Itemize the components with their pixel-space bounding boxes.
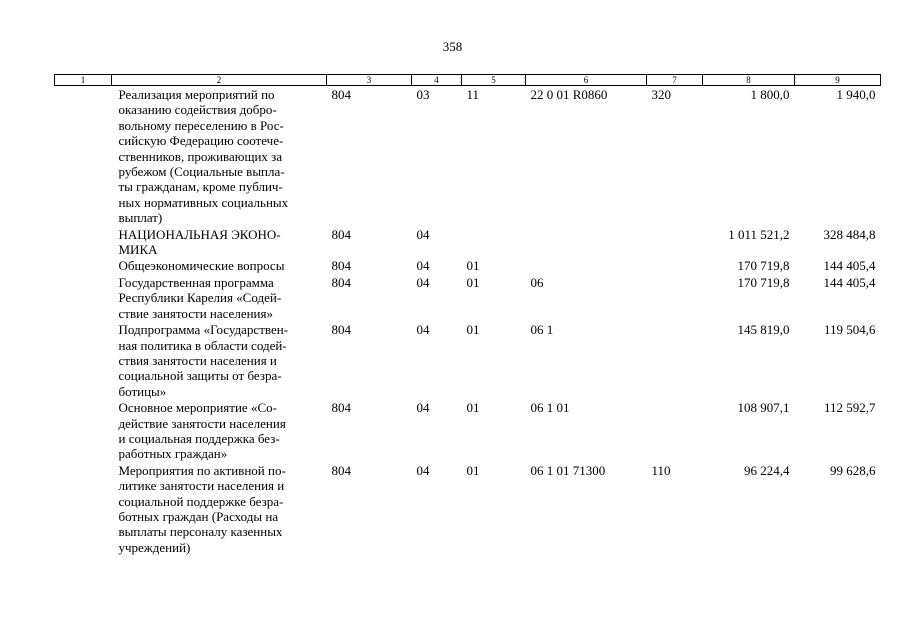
cell-expense-type xyxy=(647,274,703,321)
name-line: учреждений) xyxy=(118,539,191,555)
cell-chapter: 03 xyxy=(416,87,430,102)
cell-amount-1: 1 011 521,2 xyxy=(728,226,790,242)
cell-expense-type xyxy=(647,321,703,399)
cell-section: 804 xyxy=(331,258,351,274)
name-line: Подпрограмма «Государствен- xyxy=(118,322,289,338)
cell-amount-1: 170 719,8 xyxy=(737,274,790,290)
cell-name xyxy=(112,399,327,462)
cell-amount-2: 144 405,4 xyxy=(823,274,876,290)
column-header: 1 xyxy=(55,75,112,86)
name-line: Мероприятия по активной по- xyxy=(118,462,286,478)
name-line: Республики Карелия «Содей- xyxy=(118,290,282,306)
column-header: 8 xyxy=(703,75,795,86)
cell-chapter: 04 xyxy=(416,226,430,242)
cell-col1 xyxy=(55,257,112,273)
cell-subsection: 11 xyxy=(466,87,480,102)
column-header: 6 xyxy=(526,75,647,86)
name-line: ственников, проживающих за xyxy=(118,148,283,164)
table-row xyxy=(55,274,881,321)
cell-target xyxy=(526,257,647,273)
cell-target xyxy=(526,226,647,258)
table-row xyxy=(55,462,881,555)
name-line: ты гражданам, кроме публич- xyxy=(118,179,283,195)
header-row xyxy=(55,75,881,86)
table-row xyxy=(55,86,881,226)
cell-amount-2: 99 628,6 xyxy=(830,462,876,478)
cell-subsection: 01 xyxy=(466,462,480,478)
cell-name xyxy=(112,321,327,399)
table-header xyxy=(55,75,881,86)
cell-name xyxy=(112,274,327,321)
cell-amount-1: 108 907,1 xyxy=(737,400,790,416)
column-header: 7 xyxy=(647,75,703,86)
name-line: Реализация мероприятий по xyxy=(118,87,275,102)
cell-expense-type: 320 xyxy=(651,87,671,102)
cell-amount-1: 145 819,0 xyxy=(737,322,790,338)
cell-amount-1: 170 719,8 xyxy=(737,258,790,274)
name-line: социальной поддержке безра- xyxy=(118,493,284,509)
name-line: литике занятости населения и xyxy=(118,478,285,494)
cell-col1 xyxy=(55,321,112,399)
cell-amount-2: 1 940,0 xyxy=(836,87,876,102)
column-header: 3 xyxy=(327,75,412,86)
cell-section: 804 xyxy=(331,226,351,242)
cell-name xyxy=(112,226,327,258)
column-header: 4 xyxy=(412,75,462,86)
cell-name xyxy=(112,86,327,226)
column-header: 2 xyxy=(112,75,327,86)
cell-col1 xyxy=(55,226,112,258)
cell-chapter: 04 xyxy=(416,400,430,416)
column-header: 9 xyxy=(795,75,881,86)
cell-amount-2: 112 592,7 xyxy=(823,400,876,416)
cell-section: 804 xyxy=(331,322,351,338)
cell-col1 xyxy=(55,86,112,226)
cell-target: 06 1 01 71300 xyxy=(530,462,606,478)
name-line: ных нормативных социальных xyxy=(118,194,289,210)
name-line: сийскую Федерацию соотече- xyxy=(118,133,284,149)
cell-name xyxy=(112,257,327,273)
cell-section: 804 xyxy=(331,400,351,416)
name-line: ботицы» xyxy=(118,383,167,399)
cell-col1 xyxy=(55,274,112,321)
cell-chapter: 04 xyxy=(416,274,430,290)
name-line: вольному переселению в Рос- xyxy=(118,117,284,133)
cell-expense-type xyxy=(647,399,703,462)
cell-amount-1: 1 800,0 xyxy=(750,87,790,102)
cell-chapter: 04 xyxy=(416,258,430,274)
cell-chapter: 04 xyxy=(416,462,430,478)
cell-expense-type: 110 xyxy=(651,462,671,478)
cell-col1 xyxy=(55,399,112,462)
name-line: социальной защиты от безра- xyxy=(118,368,282,384)
name-line: действие занятости населения xyxy=(118,415,286,431)
table-row xyxy=(55,399,881,462)
name-line: выплат) xyxy=(118,210,163,226)
cell-subsection: 01 xyxy=(466,400,480,416)
name-line: и социальная поддержка без- xyxy=(118,430,280,446)
cell-expense-type xyxy=(647,257,703,273)
name-line: рубежом (Социальные выпла- xyxy=(118,164,285,180)
cell-chapter: 04 xyxy=(416,322,430,338)
cell-target: 22 0 01 R0860 xyxy=(530,87,608,102)
table-row xyxy=(55,257,881,273)
cell-amount-1: 96 224,4 xyxy=(744,462,790,478)
name-line: ная политика в области содей- xyxy=(118,337,287,353)
cell-expense-type xyxy=(647,226,703,258)
name-line: ботных граждан (Расходы на xyxy=(118,508,279,524)
cell-section: 804 xyxy=(331,462,351,478)
table-row xyxy=(55,226,881,258)
name-line: МИКА xyxy=(118,242,158,258)
name-line: оказанию содействия добро- xyxy=(118,102,277,118)
cell-target: 06 1 xyxy=(530,322,554,338)
name-line: Государственная программа xyxy=(118,274,274,290)
name-line: Основное мероприятие «Со- xyxy=(118,400,277,416)
cell-subsection: 01 xyxy=(466,258,480,274)
name-line: ствия занятости населения и xyxy=(118,352,277,368)
name-line: работных граждан» xyxy=(118,446,228,462)
cell-name xyxy=(112,462,327,555)
cell-amount-2: 328 484,8 xyxy=(823,226,876,242)
cell-section: 804 xyxy=(331,87,351,102)
table-row xyxy=(55,321,881,399)
cell-amount-2: 144 405,4 xyxy=(823,258,876,274)
table-body xyxy=(55,86,881,556)
name-line: выплаты персоналу казенных xyxy=(118,524,283,540)
name-line: Общеэкономические вопросы xyxy=(118,258,285,274)
cell-col1 xyxy=(55,462,112,555)
cell-section: 804 xyxy=(331,274,351,290)
cell-subsection: 01 xyxy=(466,274,480,290)
cell-target: 06 xyxy=(530,274,544,290)
cell-amount-2: 119 504,6 xyxy=(823,322,876,338)
budget-table xyxy=(54,74,881,555)
cell-target: 06 1 01 xyxy=(530,400,570,416)
page-number: 358 xyxy=(442,39,463,54)
column-header: 5 xyxy=(462,75,526,86)
name-line: НАЦИОНАЛЬНАЯ ЭКОНО- xyxy=(118,226,281,242)
name-line: ствие занятости населения» xyxy=(118,305,273,321)
cell-subsection: 01 xyxy=(466,322,480,338)
cell-subsection xyxy=(462,226,526,258)
